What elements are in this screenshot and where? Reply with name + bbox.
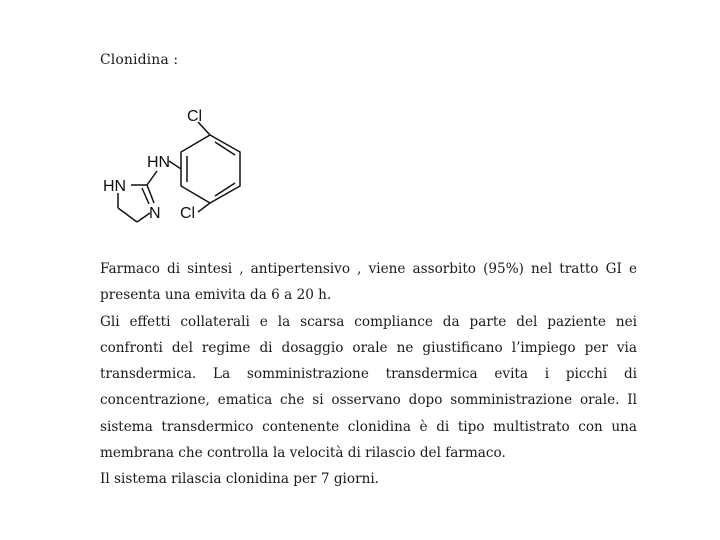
paragraph-intro: Farmaco di sintesi , antipertensivo , viene assorbito (95%) nel tratto GI e presenta una emivita da 6 a 20 h.: [100, 261, 637, 304]
bond-c5-c4: [118, 208, 137, 222]
benzene-ring: [181, 135, 240, 203]
hn-bridge-label: HN: [147, 154, 171, 171]
n-ring-label: N: [149, 205, 161, 222]
body-text: [100, 256, 637, 493]
document-heading: Clonidina :: [100, 52, 179, 68]
bond-nh-ring: [169, 161, 181, 169]
bond-nh-imidazoline: [147, 171, 157, 185]
hn-ring-label: HN: [103, 178, 127, 195]
paragraph-transdermal: Gli effetti collaterali e la scarsa compliance da parte del paziente nei confronti del regime di dosaggio orale ne giustificano l’impiego per via transdermica. La somministrazione transdermica evita i picchi di concentrazione, ematica che si osservano dopo somministrazione orale. Il sistema transdermico contenente clonidina è di tipo multistrato con una membrana che controlla la velocità di rilascio del farmaco.: [100, 313, 637, 462]
paragraph-duration: Il sistema rilascia clonidina per 7 giorni.: [100, 471, 379, 488]
cl-top-label: Cl: [187, 108, 203, 125]
bond-cl-bottom: [198, 203, 210, 212]
bond-c2-n3-double: [142, 188, 149, 204]
clonidine-structure-diagram: [95, 100, 275, 230]
cl-bottom-label: Cl: [180, 205, 196, 222]
